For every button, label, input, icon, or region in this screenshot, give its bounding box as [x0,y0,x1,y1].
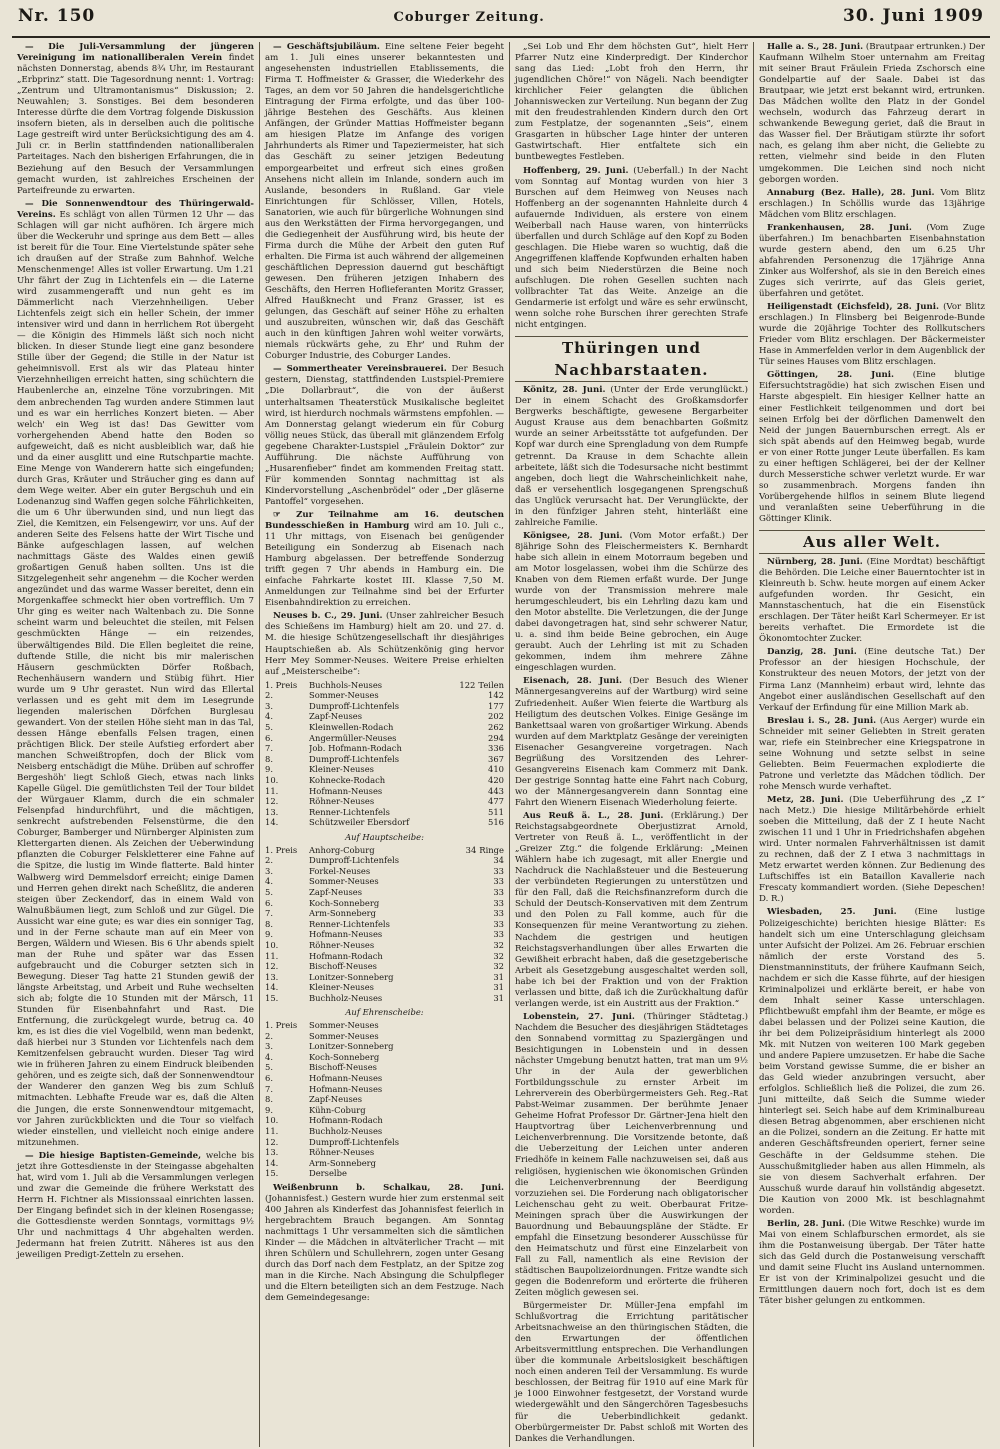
article-body: (Unser zahlreicher Besuch des Schießens im Hamburg) hielt am 20. und 27. d. M. die hiesige Schützengesellschaft ihr diesjähriges Hauptschießen ab. Als Schützenkönig ging hervor Herr Mey Sommer-Neuses. Weitere Preise erhielten auf „Meisterscheibe“: [265,611,504,677]
article-body: Bürgermeister Dr. Müller-Jena empfahl im Schlußvortrag die Errichtung paritätischer Arbeitsnachweise an den thüringischen Städten, die den Erwartungen der öffentlichen Arbeitsvermittlung entsprechen. Die Verhandlungen über die kommunale Arbeitslosigkeit beschäftigen noch einen anderen Teil der Versammlung. Es wurde beschlossen, der Beitrag für 1910 auf eine Mark für je 1000 Einwohner festgesetzt, der Vorstand wurde wiedergewählt und den Sängerchören Tagesbesuchs für die Ueberbindlichkeit gedankt. Oberbürgermeister Dr. Pabst schloß mit Worten des Dankes die Verhandlungen. [515,1301,748,1444]
result-name: Zapf-Neuses [309,711,363,722]
result-row [265,690,504,701]
result-name: Sommer-Neuses [309,1020,379,1031]
article-headline: Eisenach, 28. Juni. [523,676,623,687]
article-headline: Annaburg (Bez. Halle), 28. Juni. [767,187,935,198]
article-headline: ☞ Zur Teilnahme am 16. deutschen Bundesschießen in Hamburg [265,509,504,532]
article-headline: — Die hiesige Baptisten-Gemeinde, [25,1150,202,1161]
article [265,510,504,609]
result-row [265,876,504,887]
result-points: 202 [488,711,504,722]
result-name: Hofmann-Rodach [309,1115,383,1126]
article-body: (Unter der Erde verunglückt.) Der in einem Schacht des Großkamsdorfer Bergwerks beschäftigte, gewesene Bergarbeiter August Krause aus dem benachbarten Goßmitz wurde an seiner Arbeitsstätte tot aufgefunden. Der Kopf war durch eine Sprengladung von dem Rumpfe getrennt. Da Krause in dem Schachte allein arbeitete, läßt sich die Todesursache nicht bestimmt angeben, doch liegt die Wahrscheinlichkeit nahe, daß er versehentlich losgegangenen Sprengschuß das Unglück verursacht hat. Der Verunglückte, der in den fünfziger Jahren steht, hinterläßt eine zahlreiche Familie. [515,385,748,528]
article-headline: Metz, 28. Juni. [767,795,844,805]
article-headline: Breslau i. S., 28. Juni. [767,715,877,726]
result-points: 477 [488,796,504,807]
result-row [265,1073,504,1084]
result-name: Renner-Lichtenfels [309,918,390,929]
article-headline: — Die Sonnenwendtour des Thüringerwald-Vereins. [17,198,254,220]
article-body: (Brautpaar ertrunken.) Der Kaufmann Wilhelm Stoer unternahm am Freitag mit seiner Braut Fräulein Frieda Zschorsch eine Gondelpartie auf der Saale. Dabei ist das Brautpaar, wie jetzt erst bekannt wird, ertrunken. Das Mädchen wollte den Platz in der Gondel wechseln, wodurch das Fahrzeug derart in schwankende Bewegung geriet, daß die Braut in das Wasser fiel. Der Bräutigam stürzte ihr sofort nach, es gelang ihm aber nicht, die Geliebte zu retten, vielmehr sind beide in den Fluten umgekommen. Die Leichen sind noch nicht geborgen worden. [759,42,986,185]
article-body: (Eine deutsche Tat.) Der Professor an der hiesigen Hochschule, der Konstrukteur des neuen Motors, der jetzt von der Firma Lanz (Mannheim) erbaut wird, lehnte das Angebot einer ausländischen Gesellschaft auf den Verkauf der Erfindung für eine Million Mark ab. [759,647,986,713]
result-points: 33 [493,918,504,929]
result-points: 443 [488,785,504,796]
result-name: Dumproff-Lichtenfels [309,753,400,764]
result-rank: 3. [265,1041,273,1052]
article [17,42,254,197]
article-headline: Lobenstein, 27. Juni. [523,1011,635,1022]
result-row [265,1126,504,1137]
result-row [265,701,504,712]
result-points: 33 [493,897,504,908]
result-rank: 3. [265,700,273,711]
article-body: welche bis jetzt ihre Gottesdienste in der Steingasse abgehalten hat, wird vom 1. Juli ab die Versammlungen verlegen und zwar die Gemeinde die frühere Werkstatt des Herrn H. Fichtner als Missionssaal einrichten lassen. Der Eingang befindet sich in der kleinen Rosengasse; die Gottesdienste werden Sonntags, vormittags 9½ Uhr und nachmittags 4 Uhr abgehalten werden. Jedermann hat freien Zutritt. Näheres ist aus den jeweiligen Predigt-Zetteln zu ersehen. [17,1150,255,1261]
result-points: 34 [465,844,477,855]
result-row [265,1084,504,1095]
results-list [265,832,504,1004]
result-name: Hofmann-Neuses [309,1083,383,1094]
article [759,795,985,905]
result-name: Kohnecke-Rodach [309,775,386,786]
result-name: Koch-Sonneberg [309,897,380,908]
result-row [265,1031,504,1042]
article-headline: — Die Juli-Versammlung der jüngeren Vereinigung im nationalliberalen Verein [17,42,254,64]
result-points: 33 [493,865,504,876]
result-row [265,1094,504,1105]
article [759,188,985,221]
article-body: (Die Witwe Reschke) wurde im Mai von einem Schlafburschen ermordet, als sie ihm die Postanweisung übergab. Der Täter hatte sich das Geld durch die Postanweisung verschafft und damit seine Flucht ins Ausland unternommen. Er ist von der Kriminalpolizei gesucht und die Ermittlungen dauern noch fort, doch ist es dem Täter bisher gelungen zu entkommen. [759,1218,985,1307]
article-body: (Eine blutige Eifersuchtstragödie) hat sich zwischen Eisen und Harste abgespielt. Ein hiesiger Kellner hatte an einer Festlichkeit teilgenommen und dort bei seinen Erfolg bei der dörflichen Damenwelt den Neid der jungen Bauernburschen erregt. Als er sich spät abends auf den Heimweg begab, wurde er von einer Rotte junger Leute überfallen. Es kam zu einer heftigen Schlägerei, bei der der Kellner durch Messerstiche schwer verletzt wurde. Er war so zusammenbrach. Morgens fanden ihn Vorübergehende hilflos in seinem Blute liegend und veranlaßten seine Ueberführung in die Göttinger Klinik. [759,370,986,524]
result-points: 177 [488,700,504,711]
result-name: Koch-Sonneberg [309,1051,380,1062]
result-row [265,866,504,877]
article [759,557,985,645]
section-heading: Aus aller Welt. [759,530,985,554]
result-points: 420 [488,775,504,786]
result-row [265,817,504,828]
result-row [265,1062,504,1073]
article-body: Vom Blitz erschlagen.) In Schöllis wurde das 13jährige Mädchen vom Blitz erschlagen. [759,187,985,220]
result-row [265,1041,504,1052]
result-row [265,972,504,983]
result-name: Bischoff-Neuses [309,961,377,972]
result-row [265,786,504,797]
result-name: Röhner-Neuses [309,1147,375,1158]
result-points: 516 [488,817,504,828]
article [515,811,748,1010]
result-rank: 14. [265,817,279,828]
article-headline: Berlin, 28. Juni. [767,1218,845,1229]
result-unit: Ringe [479,844,504,855]
result-row [265,1115,504,1126]
result-row [265,1105,504,1116]
article-body: (Vom Motor erfaßt.) Der 8jährige Sohn des Fleischermeisters K. Bernhardt habe sich allein in einem Motorraum begeben und am Motor losgelassen, wobei ihm die Schürze des Knaben von dem Riemen erfaßt wurde. Der Junge wurde von der Transmission mehrere male herumgeschleudert, bis ein Lehrling dazu kam und den Motor abstellte. Die Verletzungen, die der Junge dabei davongetragen hat, sind sehr schwerer Natur, u. a. sind ihm beide Beine gebrochen, ein Auge geraubt. Auch der Lehrling ist mit zu Schaden gekommen, indem ihm mehrere Zähne eingeschlagen wurden. [515,530,749,674]
article-body: (Die Ueberführung des „Z I“ nach Metz.) Die hiesige Militärbehörde erhielt soeben die Mitteilung, daß der Z I heute Nacht zwischen 11 und 1 Uhr in Friedrichshafen abgehen wird. Unter normalen Fahrverhältnissen ist damit zu rechnen, daß der Z I etwa 3 nachmittags in Metz erwartet werden können. Zur Bedienung des Luftschiffes ist ein Bataillon Kavallerie nach Frescaty kommandiert worden. (Siehe Depeschen! D. R.) [759,795,985,905]
result-row [265,680,504,691]
result-row [265,898,504,909]
article-headline: Heiligenstadt (Eichsfeld), 28. Juni. [767,302,939,313]
result-name: Kühn-Coburg [309,1104,366,1115]
result-name: Dumproff-Lichtenfels [309,855,400,866]
article-body: (Johannisfest.) Gestern wurde hier zum erstenmal seit 400 Jahren als Kinderfest das Johannisfest feierlich in hergebrachtem Brauch begangen. Am Sonntag nachmittags 1 Uhr versammelten sich die sämtlichen Kinder — die Mädchen in altväterlicher Tracht — mit ihren Schülern und Schullehrern, zogen unter Gesang durch das Dorf nach dem Festplatz, an der Spitze zog man in die Kirche. Nach Absingung die Schulpfleger und die Eltern beteiligten sich an dem Festzuge. Nach dem Gemeindegesange: [265,1194,504,1304]
result-points: 33 [493,876,504,887]
result-name: Schützweiler Ebersdorf [309,817,410,828]
result-row [265,807,504,818]
article-headline: Göttingen, 28. Juni. [767,370,894,381]
result-points: 367 [488,753,504,764]
article-headline: Neuses b. C., 29. Juni. [273,611,383,622]
result-rank: 5. [265,886,273,897]
result-rank: 10. [265,775,279,786]
result-row [265,993,504,1004]
result-name: Dumproff-Lichtenfels [309,1136,400,1147]
result-row [265,982,504,993]
result-name: Derselbe [309,1168,347,1179]
column-3 [510,42,754,1447]
article [265,611,504,677]
result-row [265,764,504,775]
result-row [265,733,504,744]
result-rank: 10. [265,1115,279,1126]
result-rank: 15. [265,1168,279,1179]
result-rank: 10. [265,939,279,950]
result-points: 336 [488,743,504,754]
article [515,1012,748,1299]
result-row [265,887,504,898]
result-name: Forkel-Neuses [309,865,371,876]
article-body: (Vor Blitz erschlagen.) In Flinsberg bei Beigenrode-Bunde wurde die 20jährige Tochter des Rollkutschers Frieder vom Blitz erschlagen. Der Bäckermeister Hase in Ammerfelden verlor in dem Augenblick der Tür seines Hauses vom Blitz erschlagen. [759,302,986,368]
result-rank: 3. [265,865,273,876]
result-rank: 14. [265,982,279,993]
article-body: Der Besuch gestern, Dienstag, stattfindenden Lustspiel-Premiere „Die Dollarbraut“, die von der äußerst unterhaltsamen Theaterstück Musikalische begleitet wird, ist hierdurch nochmals wärmstens empfohlen. — Am Donnerstag gelangt wiederum ein für Coburg völlig neues Stück, das überall mit glänzendem Erfolg gegebene Charakter-Lustspiel „Fräulein Doktor“ zur Aufführung. Die nächste Aufführung von „Husarenfieber“ findet am kommenden Freitag statt. Für kommenden Sonntag nachmittag ist als Kindervorstellung „Aschenbrödel“ oder „Der gläserne Pantoffel“ vorgesehen. [265,364,504,507]
result-rank: 4. [265,1051,273,1062]
result-row [265,908,504,919]
article-body: (Erklärung.) Der Reichstagsabgeordnete Oberjustizrat Arnold, Vertreter von Reuß ä. L., veröffentlicht in der „Greizer Ztg.“ die folgende Erklärung: „Meinen Wählern habe ich zugesagt, mit aller Energie und Nachdruck die Nachlaßsteuer und die Besteuerung der verbündeten Regierungen zu unterstützen und für den Fall, daß die Reichsfinanzreform durch die Schuld der Deutsch-Konservativen mit dem Zentrum und den Polen zu Fall komme, auch für die Konsequenzen für meine Verantwortung zu ziehen. Nachdem die gestrigen und heutigen Reichstagsverhandlungen über alles Erwarten die Gewißheit erbracht haben, daß die gesetzgeberische Arbeit als Gesetzgebung ausgeschaltet werden soll, habe ich bei der Fraktion und von der Fraktion verlassen und bitte, daß ich die Zurückhaltung dafür verlangen werde, ist ein Austritt aus der Fraktion.“ [515,811,748,1009]
result-rank: 1. Preis [265,679,298,690]
result-name: Buchholz-Neuses [309,992,383,1003]
result-row [265,855,504,866]
result-row [265,951,504,962]
results-heading: Auf Hauptscheibe: [345,831,424,842]
result-points: 33 [493,886,504,897]
result-name: Sommer-Neuses [309,690,379,701]
result-rank: 14. [265,1157,279,1168]
result-unit: Teilen [478,679,504,690]
article [759,907,985,1216]
article-headline: Hoffenberg, 29. Juni. [523,165,629,176]
article-body: (Eine Mordtat) beschäftigt die Behörden. Die Leiche einer Bauerntochter ist in Kleinreuth b. Schw. heute morgen auf einem Acker aufgefunden worden. Ihr Gesicht, ein Mannstaschentuch, hat die ein Eisenstück erschlagen. Der Täter heißt Karl Schermeyer. Er ist bereits verhaftet. Die Ermordete ist die Ökonomtochter Zucker. [759,557,986,645]
article-headline: — Sommertheater Vereinsbrauerei. [273,364,447,375]
result-row [265,711,504,722]
result-points: 122 [459,679,476,690]
article-headline: Wiesbaden, 25. Juni. [767,907,897,918]
article [515,166,748,332]
result-row [265,1147,504,1158]
article [265,364,504,508]
results-list [265,1007,504,1179]
article-headline: Könitz, 28. Juni. [523,385,606,396]
result-name: Kleiner-Neuses [309,982,374,993]
article-body: (Vom Zuge überfahren.) Im benachbarten Eisenbahnstation wurde gestern abend, den um 6.25 Uhr abfahrenden Personenzug die 17jährige Anna Zinker aus Wolfershof, als sie in den Bereich eines Zuges sich verirrte, auf das Gleis geriet, überfahren und getötet. [759,222,986,300]
result-row [265,919,504,930]
result-rank: 5. [265,722,273,733]
result-name: Kleinwellen-Rodach [309,722,394,733]
result-rank: 6. [265,1073,273,1084]
result-rank: 6. [265,732,273,743]
result-rank: 9. [265,764,273,775]
article-headline: — Geschäftsjubiläum. [273,42,380,52]
article-body: (Ueberfall.) In der Nacht vom Sonntag auf Montag wurden von hier 3 Burschen auf dem Heimweg von Neuses nach Hoffenberg an der sogenannten Hahnleite durch 4 aufauernde Individuen, als erstere von einem Weiberball nach Hause waren, von hinterrücks überfallen und durch Schläge auf den Kopf zu Boden geschlagen. Die Hiebe waren so wuchtig, daß die Angegriffenen klaffende Kopfwunden erhalten haben und sich beim Niederstürzen die Beine noch aufschlugen. Die rohen Gesellen suchten nach vollbrachter Tat das Weite. Anzeige an die Gendarmerie ist erfolgt und wäre es sehr erwünscht, wenn solche rohe Burschen ihrer gerechten Strafe nicht entgingen. [515,165,748,331]
result-name: Arm-Sonneberg [309,1157,377,1168]
result-rank: 2. [265,690,273,701]
result-name: Zapf-Neuses [309,886,363,897]
result-rank: 8. [265,1094,273,1105]
column-4 [754,42,990,1447]
columns [12,42,990,1447]
article [515,385,748,529]
result-points: 32 [493,939,504,950]
issue-number: Nr. 150 [18,6,96,26]
result-row [265,940,504,951]
article [759,302,985,368]
newspaper-title: Coburger Zeitung. [393,10,545,25]
result-name: Job. Hofmann-Rodach [309,743,402,754]
result-points: 32 [493,961,504,972]
article-headline: Danzig, 28. Juni. [767,647,857,658]
result-name: Sommer-Neuses [309,876,379,887]
result-row [265,796,504,807]
result-rank: 8. [265,753,273,764]
result-row [265,743,504,754]
results-list [265,680,504,828]
article-body: (Aus Aerger) wurde ein Schneider mit seiner Geliebten in Streit geraten war, riefe ein Steinbrecher eine Kriegspatrone in seine Wohnung und setzte selbst in seine Geliebten. Beim Feuermachen explodierte die Patrone und verletzte das Mädchen tödlich. Der rohe Mensch wurde verhaftet. [759,715,985,792]
result-row [265,722,504,733]
result-points: 294 [488,732,504,743]
article [759,716,985,793]
result-row [265,775,504,786]
result-rank: 1. Preis [265,1020,298,1031]
article-body: Es schlägt von allen Türmen 12 Uhr — das Schlagen will gar nicht aufhören. Ich ärgere mich über die Weckeruhr und springe aus dem Bett — alles ist bereit für die Tour. Eine Viertelstunde später sehe ich draußen auf der Straße zum Bahnhof. Welche Menschenmenge! Alles ist voller Erwartung. Um 1.21 Uhr fährt der Zug in Lichtenfels ein — die Laterne wird zusammengerafft und nun geht es im Dämmerlicht nach Vierzehnheiligen. Ueber Lichtenfels zeigt sich ein heller Schein, der immer intensiver wird und dann in herrlichem Rot übergeht — die Königin des Himmels läßt sich noch nicht blicken. In dieser Stunde liegt eine ganz besondere Stille über der Gegend; die Stille in der Natur ist geheimnisvoll. Erst als wir das Plateau hinter Vierzehnheiligen erreicht hatten, sing schüchtern die Haubenlerche an, einzelne Töne vorzubringen. Mit dem anbrechenden Tag wurden andere Stimmen laut und es war ein herrliches Konzert bieten. — Aber welch' ein Weg ist das! Das Gewitter vom vorhergehenden Abend hatte den Boden so aufgeweicht, daß es nicht ausbleiblich war, daß hie und da einer ausglitt und eine Rutschpartie machte. Eine Menge von Wanderern hatte sich eingefunden; durch Gras, Kräuter und Sträucher ging es dann auf dem Wege weiter. Aber ein guter Bergschuh und ein Lodenanzug sind Waffen gegen solche Fährlichkeiten, die um 6 Uhr überwunden sind, und nun liegt das Ziel, die Kemitzen, ein Felsengewirr, vor uns. Auf der anderen Seite des Felsens hatte der Wirt Tische und Bänke aufgeschlagen lassen, auf welchen nachmittags Gäste des Waldes einen gewiß großartigen Genuß haben sollten. Uns ist die Sitzgelegenheit sehr angenehm — die Kocher werden angezündet und das warme Wasser bereitet, denn ein Morgenkaffee schmeckt hier oben vortrefflich. Um 7 Uhr ging es weiter nach Waltenbach zu. Die Sonne scheint warm und beleuchtet die steilen, mit Felsen geschmückten Hänge — ein reizendes, überwältigendes Bild. Die Ellen begleitet die reine, duftende Stille, die nicht bis mir malerischen Häusern geschmückten Dörfer Roßbach, Rechenhäusern wandern und Stübig führt. Hier wurde um 9 Uhr gerastet. Nun wird das Ellertal verlassen und es geht mit dem im Lesegrunde liegenden malerischen Dörfchen Burglesau gewandert. Von der steilen Höhe sieht man in das Tal, dessen Hänge ebenfalls Felsen tragen, einen prächtigen Blick. Der steile Aufstieg erfordert aber manchen Schweißtropfen, doch der Blick vom Neisberg entschädigt die Mühe. Drüben auf schroffer Bergeshöh' liegt Schloß Giech, etwas nach links Kapelle Gügel. Die gemütlichsten Teil der Tour bildet der Würgauer Klamm, durch die ein schmaler Felsenpfad hindurchführt, und die mächtigen, senkrecht aufstrebenden Felsenstürme, die den Coburger, Bamberger und Nürnberger Alpinisten zum Klettergarten dienen. Als Zeichen der Ueberwindung pflanzten die Coburger Felskletterer eine Fahne auf die Spitze, die lustig im Winde flatterte. Bald hinter Walbwerg wird Demmelsdorf erreicht; einige Damen und Herren gehen direkt nach Scheßlitz, die anderen steigen über Zeckendorf, das in einem Wald von Walnußbäumen liegt, zum Schloß und zur Gügel. Die Aussicht war eine gute; es war dies ein sonniger Tag, und in der Ferne schaute man auf ein Meer von Bergen, Wäldern und Wiesen. Bis 6 Uhr abends spielt man der Ruhe und später war das Essen aufgebraucht und die Coburger setzten sich in Bewegung. Dieser Tag hatte 21 Stunden gewiß der längste Arbeitstag, und Arbeit und Ruhe wechselten sich ab; folgte die 10 Stunden mit der Märsch, 11 Stunden für Eisenbahnfahrt und Rast. Die Entfernung, die zurückgelegt wurde, betrug ca. 40 km, es ist dies die viel Vogelbild, wenn man bedenkt, daß hierbei nur 3 Stunden vor Lichtenfels nach dem Kemitzenfelsen gebraucht wurden. Dieser Tag wird wie in früheren Jahren zu einem Eindruck bleibenden gehören, und es zeigte sich, daß der Sonnenwendtour der Wanderer den ganzen Weg bis zum Schluß mitmachten. Lebhafte Freude war es, daß die Alten die Jungen, die erste Sonnenwendtour mitgemacht, vor Jahren zurückblickten und die Tour so vielfach wieder einstellen, und vielleicht noch einige andere mitzunehmen. [17,209,254,1148]
result-name: Bischoff-Neuses [309,1062,377,1073]
result-points: 410 [488,764,504,775]
result-rank: 11. [265,785,279,796]
result-rank: 12. [265,1136,279,1147]
result-rank: 9. [265,1104,273,1115]
result-points: 142 [488,690,504,701]
article-body: (Thüringer Städtetag.) Nachdem die Besucher des diesjährigen Städtetages den Sonnabend vormittag zu Spaziergängen und Besichtigungen in Lobenstein und in dessen nächster Umgebung benutzt hatten, trat man um 9½ Uhr in der Aula der gewerblichen Fortbildungsschule zu ernster Arbeit im Lehrerverein des Oberbürgermeisters Geh. Reg.-Rat Pabst-Weimar zusammen. Der berühmte Jenaer Geheime Hofrat Professor Dr. Gärtner-Jena hielt den Hauptvortrag über Leichenverbrennung und Leichenverbrennung. Die Vorsitzende betonte, daß die Ueberzeitung der Leichen unter anderen Friedhöfe in keinem Falle nachzuweisen sei, daß aus religiösen, hygienischen wie ökonomischen Gründen die Leichenverbrennung der Beerdigung vorzuziehen sei. Die Forderung nach obligatorischer Leichenschau geht zu weit. Oberbaurat Fritze-Meiningen sprach über die Auswirkungen der Bauordnung und Bebauungspläne der Städte. Er empfahl die Einsetzung besonderer Ausschüsse für den Heimatschutz und fürst eine Einzelarbeit von Fall zu Fall, namentlich als eine Revision der städtischen Baupolizeiordnungen. Fritze wandte sich gegen die Bodenreform und erörterte die früheren Zeiten möglich gewesen sei. [515,1011,749,1299]
issue-date: 30. Juni 1909 [843,6,984,26]
result-rank: 9. [265,929,273,940]
article-body: (Der Besuch des Wiener Männergesangvereins auf der Wartburg) wird seine Zufriedenheit. Außer Wien feierte die Wartburg als Heiligtum des deutschen Volkes. Einige Gesänge im Bankettsaal waren von großartiger Wirkung. Abends wurden auf dem Marktplatz Gesänge der vereinigten Eisenacher Gesangvereine vorgetragen. Nach Begrüßung des Vorsitzenden des Lehrer-Gesangvereins Eisenach kam Commerz mit Dank. Der gestrige Sonntag hatte eine Fahrt nach Coburg, wo der Männergesangverein dann Sonntag eine Fahrt den Wienern Eisenach Wiederholung feierte. [515,676,748,808]
article-body: wird am 10. Juli c., 11 Uhr mittags, von Eisenach bei genügender Beteiligung ein Sonderzug ab Eisenach nach Hamburg abgelassen. Der betreffende Sonderzug trifft gegen 7 Uhr abends in Hamburg ein. Die einfache Fahrkarte kostet III. Klasse 7,50 M. Anmeldungen zur Teilnahme sind bei der Erfurter Eisenbahndirektion zu erreichen. [265,521,504,609]
result-row [265,845,504,856]
article [265,42,504,362]
column-1 [12,42,260,1447]
result-rank: 1. Preis [265,844,298,855]
section-heading: Thüringen und Nachbarstaaten. [515,336,748,382]
article-headline: Frankenhausen, 28. Juni. [767,222,912,233]
result-rank: 2. [265,855,273,866]
result-rank: 7. [265,1083,273,1094]
result-name: Röhner-Neuses [309,939,375,950]
article-body: (Eine lustige Polizeigeschichte) berichten hiesige Blätter: Es handelt sich um eine Unterschlagung gleichsam unter Aufsicht der Polizei. Am 26. Februar erschien nämlich der erste Vorstand des 5. Dienstmanninstituts, der frühere Kaufmann Seich, nachdem er sich die Kasse führte, auf der hiesigen Kriminalpolizei und erklärte bereit, er habe von dem Inhalt seiner Kasse unterschlagen. Pflichtbewußt empfahl ihm der Beamte, er möge es dabei belassen und der Polizei seine Kaution, die ihr bei dem Polizeipräsidium hinterlegt als 2000 Mk. mit Nutzen von weiteren 100 Mark gegeben und andere Papiere umzusetzen. Er habe die Sache beim Vorstand gewisse Summe, die er bisher an das Geld wieder anzubringen versucht, aber erfolglos. Schließlich ließ die Polizei, die zum 26. Juni mitteilte, daß Seich die Summe wieder hinterlegt sei. Seich habe auf dem Kriminalbureau diesen Betrag abgenommen, aber erschienen nicht an die Polizei, sondern an die Zeitung. Er hatte mit anderen Geschäftsfreunden operiert, ferner seine Geschäfte in der Geldsumme stehen. Die Ausschußmitglieder haben aus allen Himmeln, als sie von diesem Sachverhalt erfahren. Der Ausschuß wurde darauf hin vollständig abgesetzt. Die Kaution von 2000 Mk. ist beschlagnahmt worden. [759,907,986,1216]
result-rank: 4. [265,711,273,722]
result-name: Hofmann-Neuses [309,1073,383,1084]
column-2 [260,42,510,1447]
result-rank: 13. [265,1147,279,1158]
article-body: findet nächsten Donnerstag, abends 8¾ Uhr, im Restaurant „Erbprinz“ statt. Die Tagesordnung nennt: 1. Vortrag: „Zentrum und Ultramontanismus“ Diskussion; 2. Neuwahlen; 3. Sonstiges. Bei dem besonderen Interesse dürfte die dem Vortrag folgende Diskussion insofern bieten, als in derselben auch die politische Lage gestreift wird unter Berücksichtigung des am 4. Juli cr. in Berlin stattfindenden nationalliberalen Parteitages. Nach den bisherigen Erfahrungen, die in Beziehung auf den Besuch der Versammlungen gemacht wurden, ist zahlreiches Erscheinen der Parteifreunde zu erwarten. [17,53,254,196]
result-row [265,1158,504,1169]
result-name: Arm-Sonneberg [309,908,377,919]
result-row [265,1052,504,1063]
article-body: Eine seltene Feier begeht am 1. Juli eines unserer bekanntesten und angesehensten industriellen Etablissements, die Firma T. Hoffmeister & Grasser, die Wiederkehr des Tages, an dem vor 50 Jahren die handelsgerichtliche Eintragung der Firma erfolgte, und das über 100-jährige Bestehen des Geschäfts. Aus kleinen Anfängen, der Gründer Mattias Hoffmeister begann am hiesigen Platze im Anfange des vorigen Jahrhunderts als Rimer und Tapeziermeister, hat sich das Geschäft zu seiner jetzigen Bedeutung emporgearbeitet und erfreut sich eines großen Ansehens nicht allein im Inlande, sondern auch im Auslande, besonders in Rußland. Gar viele Einrichtungen für Schlösser, Villen, Hotels, Sanatorien, wie auch für bürgerliche Wohnungen sind aus den Werkstätten der Firma hervorgegangen, und die Gediegenheit der Ausführung wird, bis heute der Firma durch die Mühe der Arbeit den guten Ruf erhalten. Die Firma ist auch während der allgemeinen geschäftlichen Depression dauernd gut beschäftigt gewesen. Den früheren jetzigen Inhabern des Geschäfts, den Herren Hoflieferanten Moritz Grasser, Alfred Haußknecht und Franz Grasser, ist es gelungen, das Geschäft auf seiner Höhe zu erhalten und auszubreiten, wünschen wir, daß das Geschäft auch in den künftigen Jahren wohl weiter vorwärts, niemals rückwärts gehe, zu Ehr' und Ruhm der Coburger Industrie, des Coburger Landes. [265,42,504,362]
result-row [265,754,504,765]
article-headline: Königsee, 28. Juni. [523,530,623,541]
result-row [265,929,504,940]
result-name: Hofmann-Neuses [309,929,383,940]
result-rank: 12. [265,961,279,972]
result-name: Angermüller-Neuses [309,732,397,743]
result-rank: 4. [265,876,273,887]
result-rank: 7. [265,743,273,754]
result-rank: 2. [265,1030,273,1041]
result-points: 34 [493,855,504,866]
result-rank: 11. [265,1126,279,1137]
article [759,1219,985,1307]
result-row [265,961,504,972]
article-headline: Nürnberg, 28. Juni. [767,557,863,568]
result-name: Anhorg-Coburg [309,844,375,855]
article [17,199,254,1149]
result-rank: 7. [265,908,273,919]
result-rank: 5. [265,1062,273,1073]
result-name: Dumproff-Lichtenfels [309,700,400,711]
article [759,370,985,525]
result-name: Lonitzer-Sonneberg [309,971,394,982]
article [759,42,985,186]
result-name: Röhner-Neuses [309,796,375,807]
result-name: Sommer-Neuses [309,1030,379,1041]
article-headline: Weißenbrunn b. Schalkau, 28. Juni. [273,1182,504,1193]
result-points: 33 [493,908,504,919]
result-rank: 11. [265,950,279,961]
result-points: 33 [493,929,504,940]
result-row [265,1020,504,1031]
result-points: 31 [493,971,504,982]
result-name: Buchhols-Neuses [309,679,383,690]
result-rank: 15. [265,992,279,1003]
article-body: „Sei Lob und Ehr dem höchsten Gut“, hielt Herr Pfarrer Nutz eine Kinderpredigt. Der Kinderchor sang das Lied: „Lobt froh den Herrn, ihr jugendlichen Chöre!“ von Nägeli. Nach beendigter kirchlicher Feier gelangten die üblichen Johanniswecken zur Verteilung. Nun begann der Zug mit den freudestrahlenden Kindern durch den Ort zum Festplatze, der sogenannten „Seis“, einem Grasgarten in hübscher Lage hinter der unteren Gastwirtschaft. Hier entfaltete sich ein buntbewegtes Festleben. [515,42,748,163]
result-name: Lonitzer-Sonneberg [309,1041,394,1052]
article-headline: Halle a. S., 28. Juni. [767,42,864,52]
result-name: Kleiner-Neuses [309,764,374,775]
article [515,676,748,809]
article-headline: Aus Reuß ä. L., 28. Juni. [523,811,664,821]
article [265,1183,504,1305]
result-name: Buchholz-Neuses [309,1126,383,1137]
article [515,1301,748,1445]
result-rank: 6. [265,897,273,908]
article [17,1151,254,1261]
result-name: Zapf-Neuses [309,1094,363,1105]
masthead [12,6,990,38]
result-name: Renner-Lichtenfels [309,806,390,817]
result-rank: 12. [265,796,279,807]
result-rank: 13. [265,971,279,982]
result-rank: 8. [265,918,273,929]
result-points: 32 [493,950,504,961]
result-points: 31 [493,992,504,1003]
article [515,42,748,164]
article [515,531,748,675]
result-row [265,1137,504,1148]
result-points: 511 [488,806,504,817]
results-heading: Auf Ehrenscheibe: [345,1007,424,1018]
article [759,223,985,300]
result-points: 262 [488,722,504,733]
result-points: 31 [493,982,504,993]
article [759,647,985,713]
result-row [265,1168,504,1179]
result-name: Hofmann-Rodach [309,950,383,961]
result-rank: 13. [265,806,279,817]
result-name: Hofmann-Neuses [309,785,383,796]
